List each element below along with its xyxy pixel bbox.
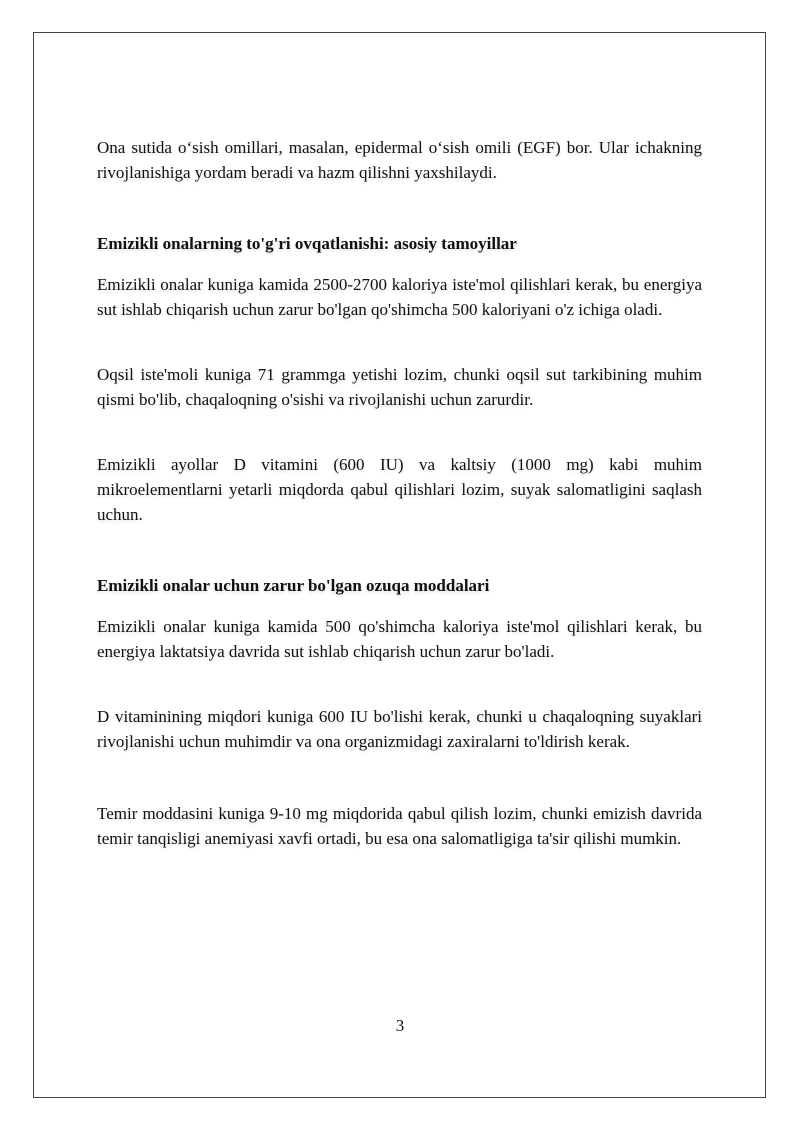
heading-nutrition-principles: Emizikli onalarning to'g'ri ovqatlanishi: asosiy tamoyillar	[97, 234, 517, 253]
paragraph-extra-calories: Emizikli onalar kuniga kamida 500 qo'shimcha kaloriya iste'mol qilishlari kerak, bu energiya laktatsiya davrida sut ishlab chiqarish uchun zarur bo'ladi.	[97, 617, 702, 661]
paragraph-iron: Temir moddasini kuniga 9-10 mg miqdorida qabul qilish lozim, chunki emizish davrida temir tanqisligi anemiyasi xavfi ortadi, bu esa ona salomatligiga ta'sir qilishi mumkin.	[97, 804, 702, 848]
paragraph-calories: Emizikli onalar kuniga kamida 2500-2700 kaloriya iste'mol qilishlari kerak, bu energiya sut ishlab chiqarish uchun zarur bo'lgan qo'shimcha 500 kaloriyani o'z ichiga oladi.	[97, 275, 702, 319]
page-content	[97, 135, 702, 851]
paragraph-egf: Ona sutida o‘sish omillari, masalan, epidermal o‘sish omili (EGF) bor. Ular ichakning rivojlanishiga yordam beradi va hazm qilishni yaxshilaydi.	[97, 138, 702, 182]
paragraph-vitamin-d: D vitaminining miqdori kuniga 600 IU bo'lishi kerak, chunki u chaqaloqning suyaklari rivojlanishi uchun muhimdir va ona organizmidagi zaxiralarni to'ldirish kerak.	[97, 707, 702, 751]
heading-nutrients: Emizikli onalar uchun zarur bo'lgan ozuqa moddalari	[97, 576, 490, 595]
page-number: 3	[395, 1016, 405, 1035]
paragraph-vitamin-calcium: Emizikli ayollar D vitamini (600 IU) va kaltsiy (1000 mg) kabi muhim mikroelementlarni yetarli miqdorda qabul qilishlari lozim, suyak salomatligini saqlash uchun.	[97, 455, 702, 524]
paragraph-protein: Oqsil iste'moli kuniga 71 grammga yetishi lozim, chunki oqsil sut tarkibining muhim qismi bo'lib, chaqaloqning o'sishi va rivojlanishi uchun zarurdir.	[97, 365, 702, 409]
